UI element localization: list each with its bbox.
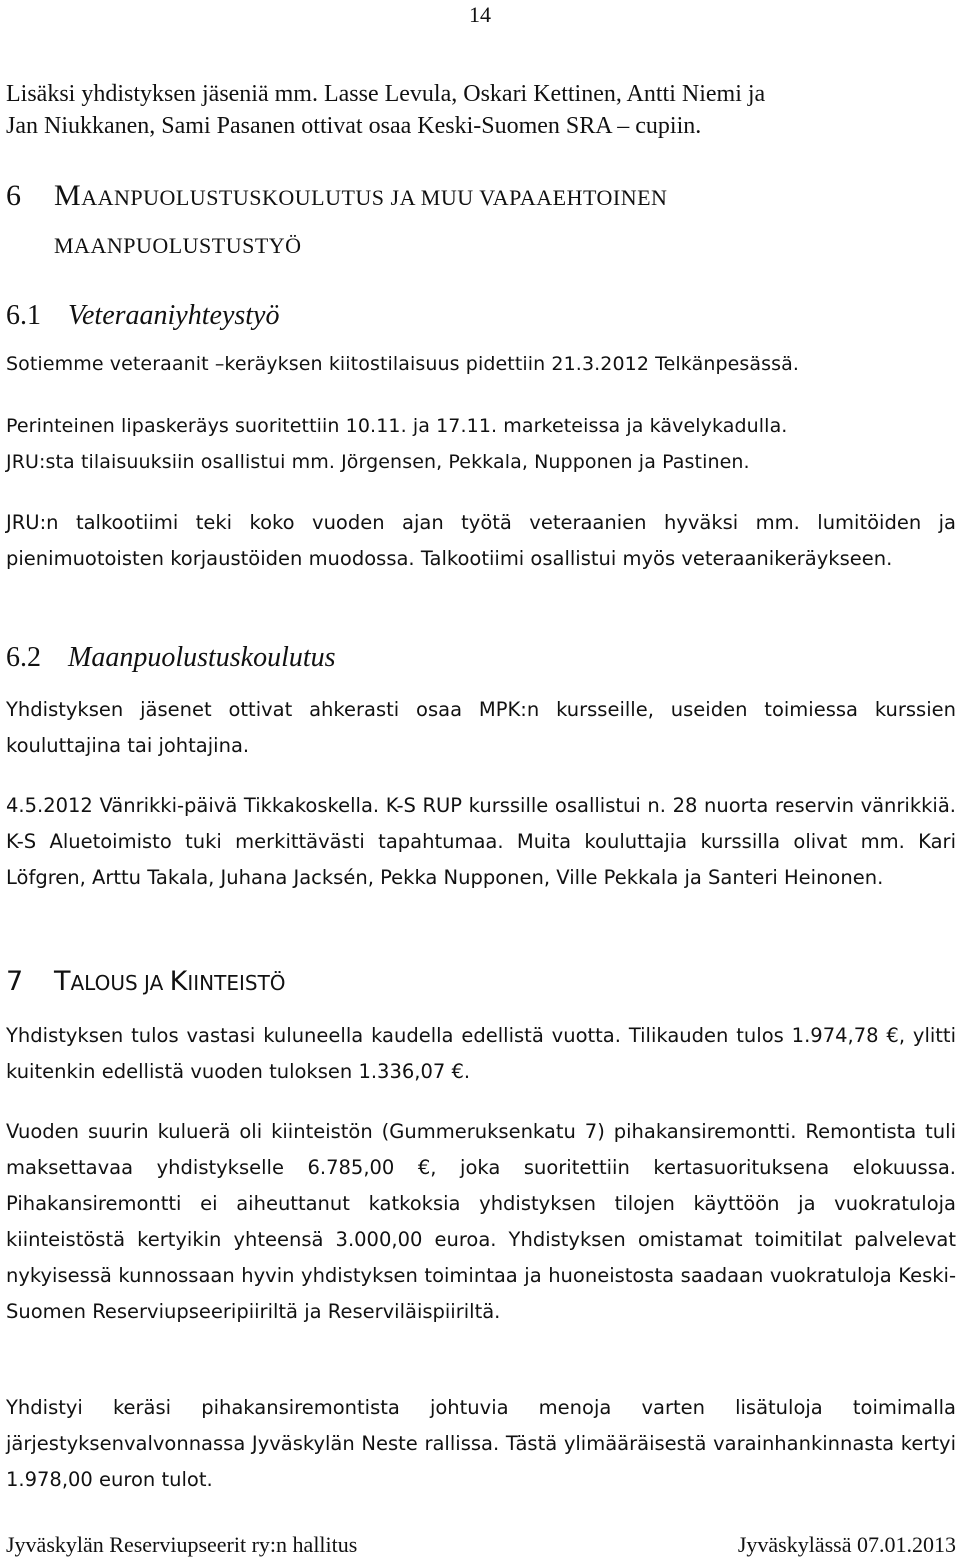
intro-line-2: Jan Niukkanen, Sami Pasanen ottivat osaa Keski-Suomen SRA – cupiin. [6, 113, 702, 139]
intro-line-1: Lisäksi yhdistyksen jäseniä mm. Lasse Levula, Oskari Kettinen, Antti Niemi ja [6, 81, 766, 107]
section-6-1-paragraph-1: Sotiemme veteraanit –keräyksen kiitostilaisuus pidettiin 21.3.2012 Telkänpesässä. [6, 353, 800, 375]
section-6-1-heading [6, 296, 956, 336]
section-6-2-title: Maanpuolustuskoulutus [68, 642, 336, 673]
section-6-2-number: 6.2 [6, 642, 41, 673]
section-6-title-line-2: MAANPUOLUSTUSTYÖ [54, 233, 302, 258]
section-7-paragraph-1: Yhdistyksen tulos vastasi kuluneella kaudella edellistä vuotta. Tilikauden tulos 1.974,78 €, ylitti kuitenkin edellistä vuoden tuloksen 1.336,07 €. [6, 1024, 956, 1083]
section-7-number: 7 [6, 966, 24, 997]
section-7-paragraph-3: Yhdistyi keräsi pihakansiremontista johtuvia menoja varten lisätuloja toimimalla järjestyksenvalvonnassa Jyväskylän Neste rallissa. Tästä ylimääräisestä varainhankinnasta kertyi 1.978,00 euron tulot. [6, 1396, 956, 1491]
section-6-2-paragraph-2: 4.5.2012 Vänrikki-päivä Tikkakoskella. K-S RUP kurssille osallistui n. 28 nuorta reservin vänrikkiä. K-S Aluetoimisto tuki merkittävästi tapahtumaa. Muita kouluttajia kurssilla olivat mm. Kari Löfgren, Arttu Takala, Juhana Jacksén, Pekka Nupponen, Ville Pekkala ja Santeri Heinonen. [6, 794, 956, 889]
page-number: 14 [469, 2, 491, 27]
footer-date: Jyväskylässä 07.01.2013 [737, 1532, 956, 1557]
section-7-heading [6, 962, 956, 1003]
section-6-number: 6 [6, 179, 22, 212]
section-6-1-paragraph-2 [6, 408, 956, 480]
section-6-1-paragraph-2-line-2: JRU:sta tilaisuuksiin osallistui mm. Jörgensen, Pekkala, Nupponen ja Pastinen. [6, 451, 750, 473]
section-6-2-paragraph-1: Yhdistyksen jäsenet ottivat ahkerasti osaa MPK:n kursseille, useiden toimiessa kurssien kouluttajina tai johtajina. [6, 698, 956, 757]
section-6-1-paragraph-2-line-1: Perinteinen lipaskeräys suoritettiin 10.11. ja 17.11. marketeissa ja kävelykadulla. [6, 415, 788, 437]
section-6-1-number: 6.1 [6, 300, 41, 331]
section-7-title-part-2: IINTEISTÖ [187, 971, 286, 995]
section-6-2-heading [6, 638, 956, 678]
section-7-paragraph-2: Vuoden suurin kuluerä oli kiinteistön (Gummeruksenkatu 7) pihakansiremontti. Remontista tuli maksettavaa yhdistykselle 6.785,00 €, joka suoritettiin kertasuorituksena elokuussa. Pihakansiremontti ei aiheuttanut katkoksia yhdistyksen tilojen käyttöön ja vuokratuloja kiinteistöstä kertyikin yhteensä 3.000,00 euroa. Yhdistyksen omistamat toimitilat palvelevat nykyisessä kunnossaan hyvin yhdistyksen toimintaa ja huoneistosta saadaan vuokratuloja Keski-Suomen Reserviupseeripiiriltä ja Reserviläispiiriltä. [6, 1120, 956, 1323]
intro-paragraph [6, 78, 956, 142]
section-7-title-part-1: ALOUS JA [70, 971, 170, 995]
section-6-title-cap: M [54, 179, 82, 212]
footer-organization: Jyväskylän Reserviupseerit ry:n hallitus [6, 1532, 358, 1557]
section-6-title-line-1: AANPUOLUSTUSKOULUTUS JA MUU VAPAAEHTOINEN [81, 185, 668, 210]
section-6-1-title: Veteraaniyhteystyö [68, 300, 280, 331]
section-7-title-cap-1: T [54, 966, 71, 997]
section-6-heading [6, 172, 956, 270]
section-6-1-paragraph-3: JRU:n talkootiimi teki koko vuoden ajan työtä veteraanien hyväksi mm. lumitöiden ja pienimuotoisten korjaustöiden muodossa. Talkootiimi osallistui myös veteraanikeräykseen. [6, 511, 956, 570]
section-7-title-cap-2: K [169, 966, 188, 997]
